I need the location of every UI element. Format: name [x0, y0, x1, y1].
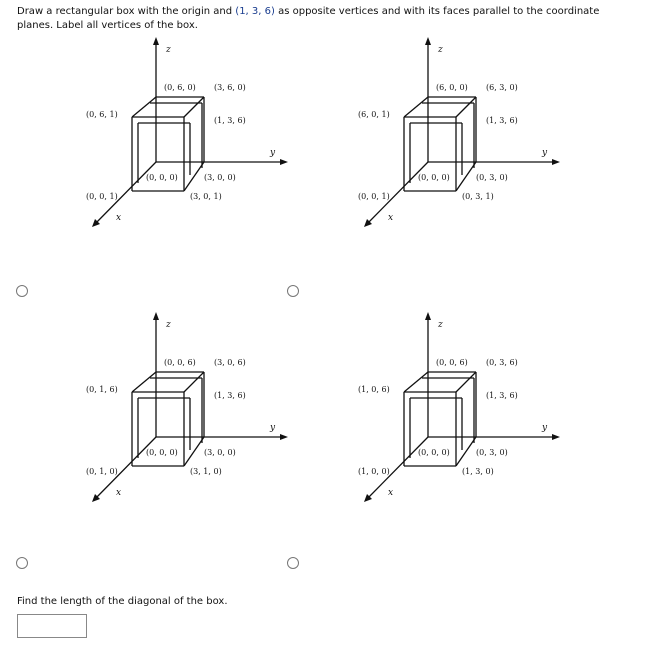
vertex-label: (3, 0, 0)	[204, 448, 236, 457]
option-c-radio[interactable]	[16, 557, 28, 569]
vertex-label: (0, 1, 0)	[86, 467, 118, 476]
question-point: (1, 3, 6)	[235, 6, 275, 17]
box-diagram-d	[352, 310, 592, 550]
vertex-label: (0, 1, 6)	[86, 385, 118, 394]
option-d-diagram	[352, 310, 592, 550]
vertex-label: (0, 0, 0)	[146, 173, 178, 182]
vertex-label: (1, 3, 0)	[462, 467, 494, 476]
x-axis-label: x	[388, 213, 394, 223]
y-axis-label: y	[542, 148, 548, 158]
z-axis-label: z	[438, 45, 443, 55]
box-diagram-b	[352, 35, 592, 275]
vertex-label: (6, 3, 0)	[486, 83, 518, 92]
vertex-label: (1, 3, 6)	[486, 391, 518, 400]
vertex-label: (0, 0, 6)	[164, 358, 196, 367]
vertex-label: (0, 3, 1)	[462, 192, 494, 201]
x-axis-label: x	[116, 488, 122, 498]
vertex-label: (6, 0, 0)	[436, 83, 468, 92]
box-diagram-c	[80, 310, 320, 550]
vertex-label: (3, 0, 0)	[204, 173, 236, 182]
vertex-label: (0, 3, 0)	[476, 448, 508, 457]
option-d-radio[interactable]	[287, 557, 299, 569]
option-c-diagram	[80, 310, 320, 550]
vertex-label: (3, 1, 0)	[190, 467, 222, 476]
vertex-label: (0, 6, 0)	[164, 83, 196, 92]
vertex-label: (3, 0, 1)	[190, 192, 222, 201]
vertex-label: (1, 0, 0)	[358, 467, 390, 476]
option-a-radio[interactable]	[16, 285, 28, 297]
diagonal-answer-input[interactable]	[17, 614, 87, 638]
diagonal-prompt: Find the length of the diagonal of the box.	[17, 596, 228, 607]
question-text	[17, 5, 632, 33]
z-axis-label: z	[438, 320, 443, 330]
option-b-diagram	[352, 35, 592, 275]
vertex-label: (0, 0, 0)	[418, 448, 450, 457]
y-axis-label: y	[542, 423, 548, 433]
z-axis-label: z	[166, 45, 171, 55]
vertex-label: (0, 0, 0)	[146, 448, 178, 457]
vertex-label: (1, 3, 6)	[486, 116, 518, 125]
y-axis-label: y	[270, 423, 276, 433]
vertex-label: (1, 0, 6)	[358, 385, 390, 394]
x-axis-label: x	[388, 488, 394, 498]
vertex-label: (0, 0, 1)	[86, 192, 118, 201]
x-axis-label: x	[116, 213, 122, 223]
vertex-label: (0, 0, 6)	[436, 358, 468, 367]
vertex-label: (0, 0, 0)	[418, 173, 450, 182]
vertex-label: (3, 6, 0)	[214, 83, 246, 92]
y-axis-label: y	[270, 148, 276, 158]
box-diagram-a	[80, 35, 320, 275]
vertex-label: (1, 3, 6)	[214, 391, 246, 400]
question-part1: Draw a rectangular box with the origin and	[17, 6, 236, 17]
question-part2: as opposite vertices and with its faces parallel to the coordinate planes. Label all vertices of the box.	[17, 6, 600, 31]
vertex-label: (1, 3, 6)	[214, 116, 246, 125]
vertex-label: (0, 3, 0)	[476, 173, 508, 182]
option-b-radio[interactable]	[287, 285, 299, 297]
vertex-label: (0, 6, 1)	[86, 110, 118, 119]
option-a-diagram	[80, 35, 320, 275]
z-axis-label: z	[166, 320, 171, 330]
vertex-label: (0, 0, 1)	[358, 192, 390, 201]
vertex-label: (6, 0, 1)	[358, 110, 390, 119]
vertex-label: (0, 3, 6)	[486, 358, 518, 367]
vertex-label: (3, 0, 6)	[214, 358, 246, 367]
